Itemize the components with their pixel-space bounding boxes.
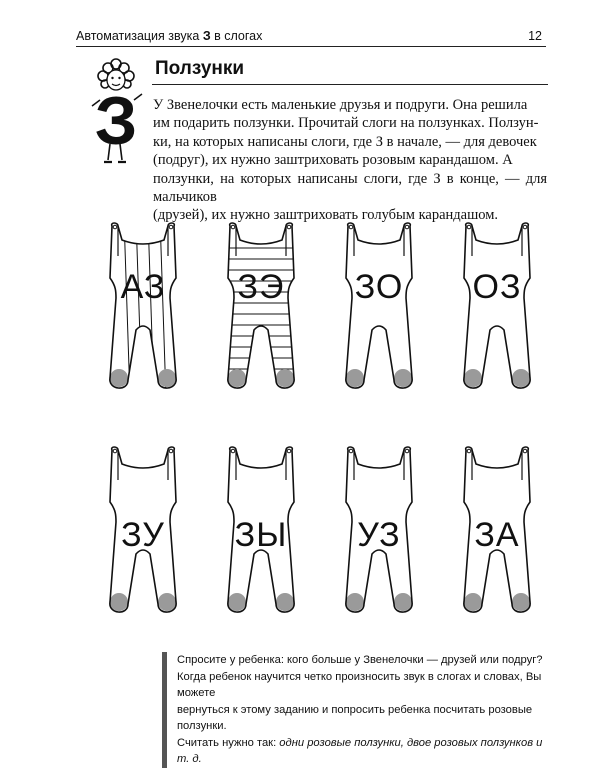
romper-outline	[442, 218, 552, 398]
intro-line: (подруг), их нужно заштриховать розовым карандашом. А	[153, 152, 513, 169]
romper-syllable: ЗЭ	[237, 268, 285, 306]
romper-hatching	[124, 218, 166, 398]
romper-foot	[346, 593, 364, 611]
zvenelochka-mascot-illustration	[86, 56, 146, 168]
section-title: Ползунки	[155, 58, 245, 79]
romper-foot	[512, 369, 530, 387]
romper-foot	[158, 369, 176, 387]
romper-5	[88, 442, 198, 622]
romper-syllable: ЗЫ	[234, 516, 288, 554]
romper-foot	[228, 593, 246, 611]
romper-foot	[464, 593, 482, 611]
romper-syllable: ОЗ	[472, 268, 522, 306]
romper-foot	[394, 593, 412, 611]
page-header	[76, 26, 546, 47]
header-title: Автоматизация звука З в слогах	[76, 29, 263, 43]
romper-foot	[464, 369, 482, 387]
intro-line: ползунки, на которых написаны слоги, где З в конце, — для мальчиков	[153, 170, 547, 206]
romper-foot	[394, 369, 412, 387]
mascot-letter: З	[94, 83, 138, 159]
romper-syllable: УЗ	[357, 516, 401, 554]
romper-outline	[324, 218, 434, 398]
romper-foot	[512, 593, 530, 611]
romper-foot	[110, 593, 128, 611]
romper-syllable: ЗУ	[121, 516, 165, 554]
romper-foot	[276, 369, 294, 387]
intro-line: (друзей), их нужно заштриховать голубым карандашом.	[153, 207, 499, 224]
romper-6	[206, 442, 316, 622]
intro-line: им подарить ползунки. Прочитай слоги на ползунках. Ползун-	[153, 115, 539, 132]
intro-line: ки, на которых написаны слоги, где З в начале, — для девочек	[153, 133, 537, 150]
romper-4	[442, 218, 552, 398]
parent-note	[162, 652, 557, 768]
note-line: Считать нужно так: одни розовые ползунки, двое розовых ползунков и т. д.	[177, 736, 543, 765]
note-line: вернуться к этому заданию и попросить ребенка посчитать розовые ползунки.	[177, 703, 533, 732]
romper-outline	[206, 218, 316, 398]
note-line: Когда ребенок научится четко произносить звук в слогах и словах, Вы можете	[177, 670, 542, 699]
romper-foot	[346, 369, 364, 387]
page-number: 12	[528, 29, 542, 43]
romper-syllable: ЗО	[354, 268, 404, 306]
romper-syllable: АЗ	[120, 268, 166, 306]
romper-foot	[276, 593, 294, 611]
romper-outline	[88, 218, 198, 398]
romper-8	[442, 442, 552, 622]
instructions-paragraph	[153, 96, 547, 225]
romper-2	[206, 218, 316, 398]
romper-syllable: ЗА	[474, 516, 520, 554]
romper-7	[324, 442, 434, 622]
intro-line: У Звенелочки есть маленькие друзья и подруги. Она решила	[153, 97, 528, 113]
romper-foot	[228, 369, 246, 387]
romper-foot	[158, 593, 176, 611]
romper-foot	[110, 369, 128, 387]
note-line: Спросите у ребенка: кого больше у Звенелочки — друзей или подруг?	[177, 654, 543, 666]
romper-1	[88, 218, 198, 398]
title-divider	[152, 84, 548, 85]
romper-3	[324, 218, 434, 398]
